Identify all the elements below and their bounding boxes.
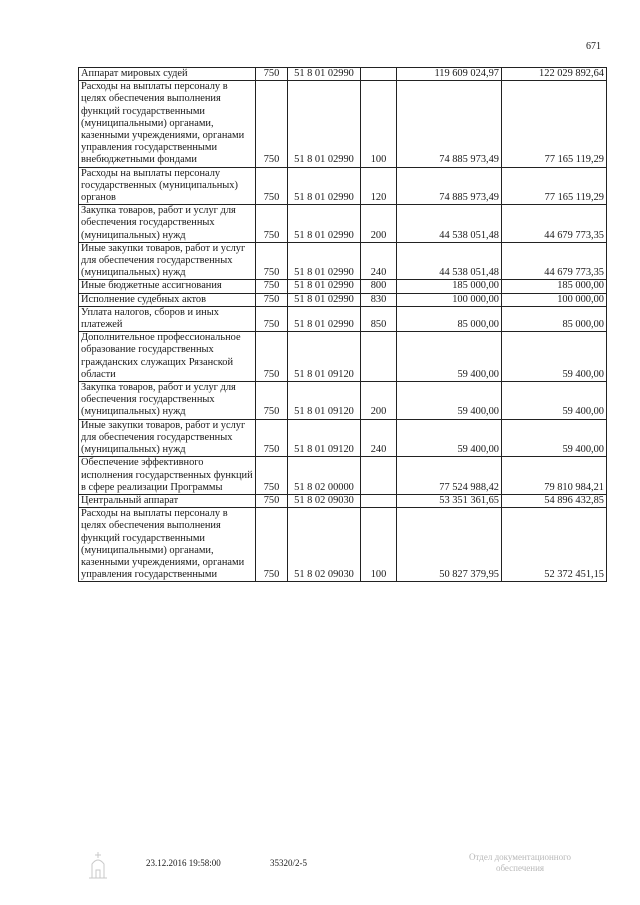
row-target-article: 51 8 01 09120 [288, 419, 361, 457]
row-department-code: 750 [256, 306, 288, 331]
row-amount-2018: 44 679 773,35 [502, 242, 607, 280]
row-amount-2017: 85 000,00 [397, 306, 502, 331]
row-amount-2018: 79 810 984,21 [502, 457, 607, 495]
row-target-article: 51 8 01 02990 [288, 167, 361, 205]
row-department-code: 750 [256, 68, 288, 81]
table-row [79, 205, 607, 243]
row-amount-2018: 77 165 119,29 [502, 81, 607, 167]
row-amount-2018: 44 679 773,35 [502, 205, 607, 243]
row-amount-2018: 54 896 432,85 [502, 494, 607, 507]
row-amount-2018: 59 400,00 [502, 419, 607, 457]
row-amount-2018: 85 000,00 [502, 306, 607, 331]
row-expense-type: 240 [361, 242, 397, 280]
footer-document-code: 35320/2-5 [270, 858, 307, 868]
row-name: Иные закупки товаров, работ и услуг для обеспечения государственных (муниципальных) нужд [79, 242, 256, 280]
row-expense-type: 240 [361, 419, 397, 457]
row-target-article: 51 8 01 02990 [288, 81, 361, 167]
table-row [79, 81, 607, 167]
row-name: Центральный аппарат [79, 494, 256, 507]
row-expense-type: 830 [361, 293, 397, 306]
row-name: Расходы на выплаты персоналу в целях обеспечения выполнения функций государственными (муниципальными) органами, казенными учреждениями, органами управления государственными внебюджетными фондами [79, 81, 256, 167]
row-amount-2017: 59 400,00 [397, 419, 502, 457]
row-amount-2017: 44 538 051,48 [397, 242, 502, 280]
row-expense-type [361, 332, 397, 382]
table-row [79, 382, 607, 420]
row-expense-type: 200 [361, 382, 397, 420]
table-row [79, 508, 607, 582]
row-amount-2018: 185 000,00 [502, 280, 607, 293]
row-expense-type: 100 [361, 81, 397, 167]
row-amount-2017: 59 400,00 [397, 382, 502, 420]
row-name: Обеспечение эффективного исполнения государственных функций в сфере реализации Программы [79, 457, 256, 495]
row-name: Иные бюджетные ассигнования [79, 280, 256, 293]
row-name: Закупка товаров, работ и услуг для обеспечения государственных (муниципальных) нужд [79, 382, 256, 420]
row-amount-2018: 59 400,00 [502, 332, 607, 382]
row-name: Аппарат мировых судей [79, 68, 256, 81]
page-number: 671 [586, 41, 601, 52]
budget-table-body [79, 68, 607, 582]
row-amount-2017: 74 885 973,49 [397, 81, 502, 167]
table-row [79, 332, 607, 382]
row-amount-2017: 50 827 379,95 [397, 508, 502, 582]
row-department-code: 750 [256, 457, 288, 495]
row-name: Иные закупки товаров, работ и услуг для обеспечения государственных (муниципальных) нужд [79, 419, 256, 457]
emblem-icon [86, 850, 110, 880]
row-expense-type: 120 [361, 167, 397, 205]
row-amount-2017: 119 609 024,97 [397, 68, 502, 81]
row-expense-type [361, 494, 397, 507]
row-amount-2017: 53 351 361,65 [397, 494, 502, 507]
row-name: Закупка товаров, работ и услуг для обеспечения государственных (муниципальных) нужд [79, 205, 256, 243]
row-expense-type: 850 [361, 306, 397, 331]
row-department-code: 750 [256, 242, 288, 280]
budget-table [78, 67, 607, 582]
row-department-code: 750 [256, 205, 288, 243]
row-amount-2017: 100 000,00 [397, 293, 502, 306]
row-expense-type: 100 [361, 508, 397, 582]
row-amount-2018: 122 029 892,64 [502, 68, 607, 81]
row-name: Уплата налогов, сборов и иных платежей [79, 306, 256, 331]
row-department-code: 750 [256, 332, 288, 382]
row-name: Дополнительное профессиональное образование государственных гражданских служащих Рязанской области [79, 332, 256, 382]
table-row [79, 494, 607, 507]
table-row [79, 306, 607, 331]
row-amount-2017: 74 885 973,49 [397, 167, 502, 205]
row-target-article: 51 8 01 09120 [288, 382, 361, 420]
row-department-code: 750 [256, 293, 288, 306]
row-name: Расходы на выплаты персоналу государственных (муниципальных) органов [79, 167, 256, 205]
row-target-article: 51 8 01 02990 [288, 68, 361, 81]
row-department-code: 750 [256, 508, 288, 582]
row-department-code: 750 [256, 280, 288, 293]
row-target-article: 51 8 01 02990 [288, 280, 361, 293]
footer-stamp: Отдел документационного обеспечения [468, 852, 572, 873]
table-row [79, 242, 607, 280]
row-target-article: 51 8 02 09030 [288, 508, 361, 582]
table-row [79, 280, 607, 293]
table-row [79, 167, 607, 205]
row-amount-2017: 77 524 988,42 [397, 457, 502, 495]
row-department-code: 750 [256, 494, 288, 507]
row-target-article: 51 8 02 00000 [288, 457, 361, 495]
row-amount-2018: 77 165 119,29 [502, 167, 607, 205]
row-amount-2018: 100 000,00 [502, 293, 607, 306]
row-target-article: 51 8 01 02990 [288, 306, 361, 331]
table-row [79, 419, 607, 457]
row-department-code: 750 [256, 81, 288, 167]
row-name: Исполнение судебных актов [79, 293, 256, 306]
row-expense-type [361, 457, 397, 495]
table-row [79, 293, 607, 306]
row-amount-2017: 185 000,00 [397, 280, 502, 293]
row-target-article: 51 8 01 02990 [288, 293, 361, 306]
row-amount-2018: 59 400,00 [502, 382, 607, 420]
row-name: Расходы на выплаты персоналу в целях обеспечения выполнения функций государственными (муниципальными) органами, казенными учреждениями, органами управления государственными [79, 508, 256, 582]
table-row [79, 68, 607, 81]
row-target-article: 51 8 01 02990 [288, 205, 361, 243]
row-department-code: 750 [256, 167, 288, 205]
row-department-code: 750 [256, 382, 288, 420]
row-target-article: 51 8 02 09030 [288, 494, 361, 507]
footer-date: 23.12.2016 19:58:00 [146, 858, 221, 868]
row-target-article: 51 8 01 09120 [288, 332, 361, 382]
row-expense-type: 200 [361, 205, 397, 243]
row-amount-2017: 44 538 051,48 [397, 205, 502, 243]
table-row [79, 457, 607, 495]
row-expense-type [361, 68, 397, 81]
row-department-code: 750 [256, 419, 288, 457]
row-amount-2017: 59 400,00 [397, 332, 502, 382]
row-amount-2018: 52 372 451,15 [502, 508, 607, 582]
row-expense-type: 800 [361, 280, 397, 293]
row-target-article: 51 8 01 02990 [288, 242, 361, 280]
